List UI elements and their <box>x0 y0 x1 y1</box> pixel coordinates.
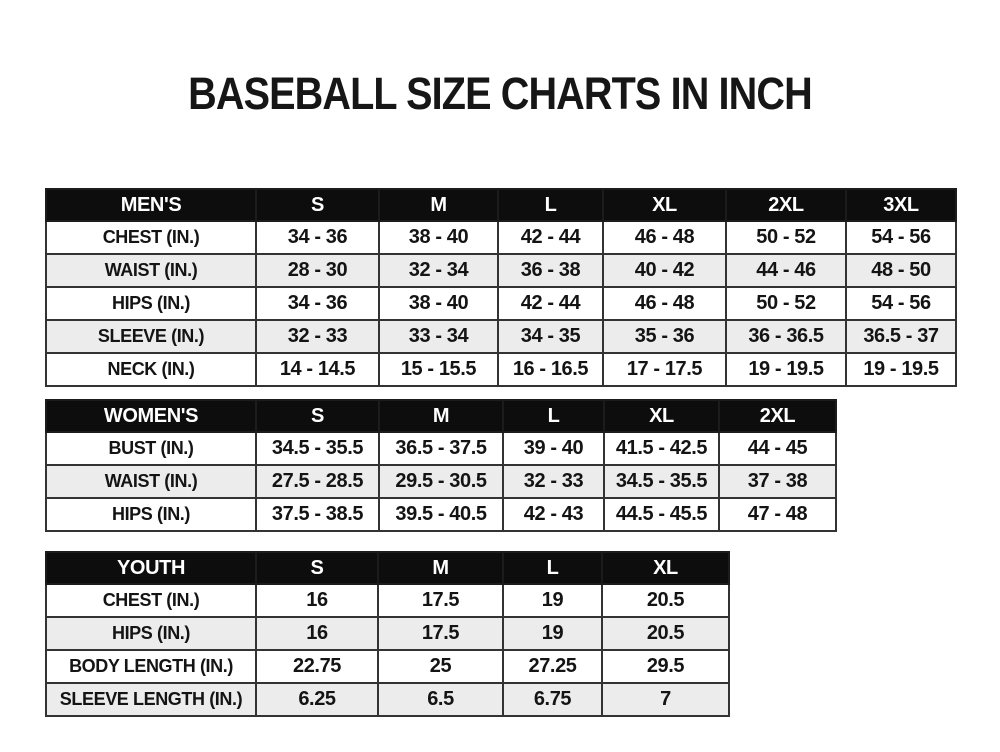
size-column-header: XL <box>604 400 719 432</box>
size-cell: 35 - 36 <box>603 320 726 353</box>
size-cell: 32 - 33 <box>256 320 379 353</box>
size-cell: 42 - 44 <box>498 221 603 254</box>
size-cell: 6.75 <box>503 683 602 716</box>
size-cell: 34 - 36 <box>256 287 379 320</box>
size-cell: 22.75 <box>256 650 378 683</box>
size-cell: 34.5 - 35.5 <box>604 465 719 498</box>
size-cell: 32 - 34 <box>379 254 498 287</box>
size-column-header: XL <box>603 189 726 221</box>
size-cell: 6.25 <box>256 683 378 716</box>
row-label: BODY LENGTH (IN.) <box>46 650 256 683</box>
size-column-header: 2XL <box>719 400 836 432</box>
header-row <box>46 552 729 584</box>
header-row <box>46 400 836 432</box>
size-cell: 32 - 33 <box>503 465 604 498</box>
table-title: MEN'S <box>46 189 256 221</box>
size-column-header: 2XL <box>726 189 846 221</box>
table-row <box>46 498 836 531</box>
size-cell: 37 - 38 <box>719 465 836 498</box>
size-cell: 42 - 43 <box>503 498 604 531</box>
size-cell: 20.5 <box>602 617 729 650</box>
youth-size-table <box>45 551 730 717</box>
size-cell: 50 - 52 <box>726 221 846 254</box>
size-cell: 41.5 - 42.5 <box>604 432 719 465</box>
size-cell: 36 - 36.5 <box>726 320 846 353</box>
size-cell: 6.5 <box>378 683 503 716</box>
size-column-header: XL <box>602 552 729 584</box>
row-label: CHEST (IN.) <box>46 584 256 617</box>
size-cell: 44.5 - 45.5 <box>604 498 719 531</box>
size-column-header: L <box>503 552 602 584</box>
header-row <box>46 189 956 221</box>
table-row <box>46 683 729 716</box>
row-label: HIPS (IN.) <box>46 287 256 320</box>
size-cell: 50 - 52 <box>726 287 846 320</box>
table-row <box>46 650 729 683</box>
size-cell: 16 <box>256 617 378 650</box>
size-cell: 36.5 - 37 <box>846 320 956 353</box>
row-label: NECK (IN.) <box>46 353 256 386</box>
size-cell: 39 - 40 <box>503 432 604 465</box>
table-title: WOMEN'S <box>46 400 256 432</box>
size-cell: 36.5 - 37.5 <box>379 432 503 465</box>
size-cell: 15 - 15.5 <box>379 353 498 386</box>
size-cell: 17.5 <box>378 584 503 617</box>
size-cell: 39.5 - 40.5 <box>379 498 503 531</box>
size-column-header: L <box>503 400 604 432</box>
size-cell: 33 - 34 <box>379 320 498 353</box>
size-column-header: S <box>256 400 379 432</box>
size-cell: 16 - 16.5 <box>498 353 603 386</box>
womens-size-table <box>45 399 837 532</box>
size-cell: 47 - 48 <box>719 498 836 531</box>
table-row <box>46 617 729 650</box>
table-title: YOUTH <box>46 552 256 584</box>
size-column-header: M <box>379 400 503 432</box>
size-column-header: L <box>498 189 603 221</box>
size-cell: 54 - 56 <box>846 287 956 320</box>
size-cell: 17 - 17.5 <box>603 353 726 386</box>
size-column-header: S <box>256 552 378 584</box>
table-row <box>46 584 729 617</box>
row-label: WAIST (IN.) <box>46 465 256 498</box>
size-cell: 44 - 45 <box>719 432 836 465</box>
size-cell: 20.5 <box>602 584 729 617</box>
size-cell: 34 - 36 <box>256 221 379 254</box>
size-cell: 46 - 48 <box>603 287 726 320</box>
size-cell: 7 <box>602 683 729 716</box>
size-cell: 29.5 <box>602 650 729 683</box>
page-title: BASEBALL SIZE CHARTS IN INCH <box>188 68 812 119</box>
table-row <box>46 287 956 320</box>
row-label: CHEST (IN.) <box>46 221 256 254</box>
size-column-header: M <box>378 552 503 584</box>
size-column-header: M <box>379 189 498 221</box>
table-row <box>46 254 956 287</box>
size-cell: 34.5 - 35.5 <box>256 432 379 465</box>
size-cell: 34 - 35 <box>498 320 603 353</box>
size-cell: 48 - 50 <box>846 254 956 287</box>
size-cell: 17.5 <box>378 617 503 650</box>
size-cell: 19 - 19.5 <box>846 353 956 386</box>
size-cell: 46 - 48 <box>603 221 726 254</box>
size-cell: 16 <box>256 584 378 617</box>
size-cell: 42 - 44 <box>498 287 603 320</box>
size-cell: 38 - 40 <box>379 287 498 320</box>
table-row <box>46 465 836 498</box>
row-label: SLEEVE (IN.) <box>46 320 256 353</box>
table-row <box>46 221 956 254</box>
row-label: BUST (IN.) <box>46 432 256 465</box>
mens-size-table <box>45 188 957 387</box>
size-cell: 19 <box>503 617 602 650</box>
row-label: HIPS (IN.) <box>46 617 256 650</box>
size-cell: 19 <box>503 584 602 617</box>
size-column-header: 3XL <box>846 189 956 221</box>
size-column-header: S <box>256 189 379 221</box>
size-cell: 27.25 <box>503 650 602 683</box>
size-cell: 54 - 56 <box>846 221 956 254</box>
size-cell: 27.5 - 28.5 <box>256 465 379 498</box>
row-label: SLEEVE LENGTH (IN.) <box>46 683 256 716</box>
size-cell: 29.5 - 30.5 <box>379 465 503 498</box>
size-cell: 25 <box>378 650 503 683</box>
size-cell: 36 - 38 <box>498 254 603 287</box>
size-cell: 37.5 - 38.5 <box>256 498 379 531</box>
row-label: WAIST (IN.) <box>46 254 256 287</box>
row-label: HIPS (IN.) <box>46 498 256 531</box>
size-cell: 19 - 19.5 <box>726 353 846 386</box>
table-row <box>46 320 956 353</box>
table-row <box>46 353 956 386</box>
size-cell: 40 - 42 <box>603 254 726 287</box>
size-cell: 38 - 40 <box>379 221 498 254</box>
size-cell: 44 - 46 <box>726 254 846 287</box>
table-row <box>46 432 836 465</box>
size-cell: 28 - 30 <box>256 254 379 287</box>
size-cell: 14 - 14.5 <box>256 353 379 386</box>
